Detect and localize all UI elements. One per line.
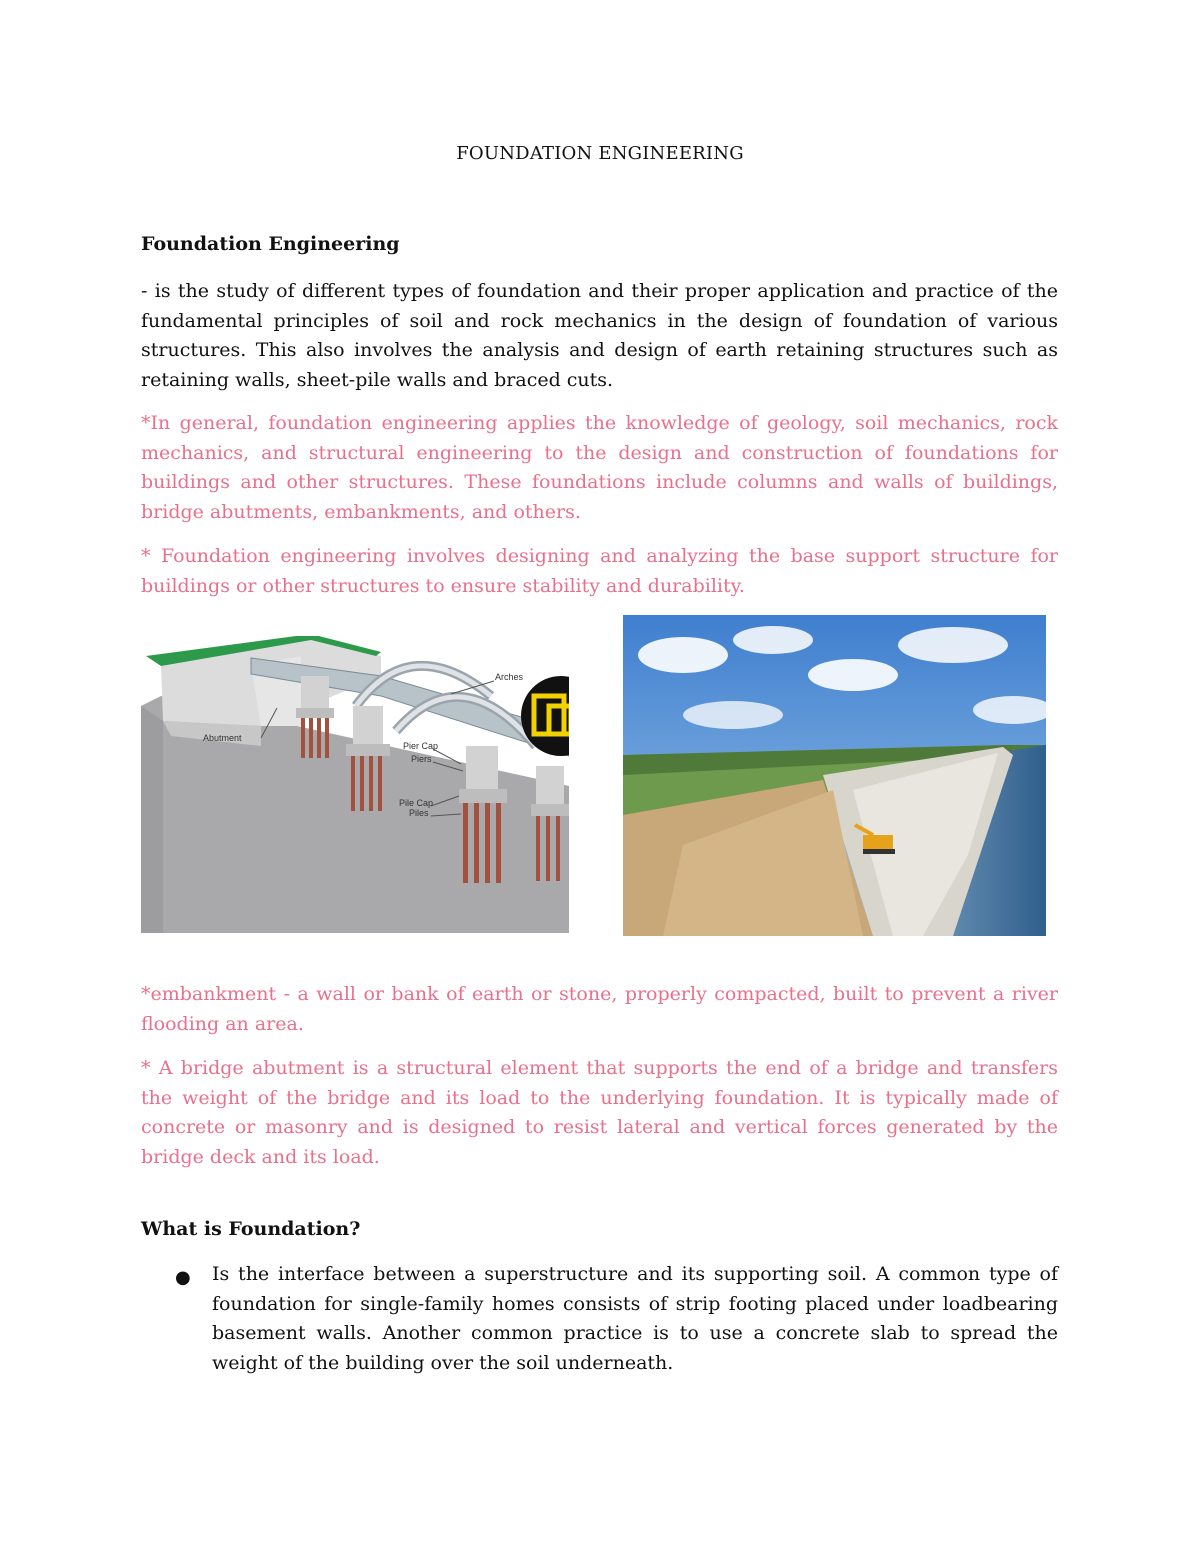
label-arches: Arches [495,672,524,682]
list-item [141,1260,1058,1378]
section-heading-foundation-engineering: Foundation Engineering [141,233,400,255]
list-item-text: Is the interface between a superstructure and its supporting soil. A common type of foundation for single-family homes consists of strip footing placed under loadbearing basement walls. Another common practice is to use a concrete slab to spread the weight of the building over the soil underneath. [212,1263,1058,1374]
bullet-icon: ● [175,1267,191,1288]
label-piles: Piles [409,808,429,818]
note-abutment-paragraph: * A bridge abutment is a structural element that supports the end of a bridge and transfers the weight of the bridge and its load to the underlying foundation. It is typically made of concrete or masonry and is designed to resist lateral and vertical forces generated by the bridge deck and its load. [141,1057,1058,1168]
bridge-diagram-figure [141,636,569,933]
note-embankment-paragraph: *embankment - a wall or bank of earth or stone, properly compacted, built to prevent a river flooding an area. [141,983,1058,1035]
bridge-diagram-illustration [141,636,569,933]
note-design-paragraph: * Foundation engineering involves designing and analyzing the base support structure for buildings or other structures to ensure stability and durability. [141,545,1058,597]
page-title: FOUNDATION ENGINEERING [456,143,744,164]
foundation-bullet-list [141,1260,1058,1378]
embankment-photo [623,615,1046,936]
label-pile-cap: Pile Cap [399,798,434,808]
label-abutment: Abutment [203,733,242,743]
embankment-photo-figure [623,615,1046,936]
note-general-paragraph: *In general, foundation engineering applies the knowledge of geology, soil mechanics, rock mechanics, and structural engineering to the design and construction of foundations for buildings and other structures. These foundations include columns and walls of buildings, bridge abutments, embankments, and others. [141,412,1058,523]
label-pier-cap: Pier Cap [403,741,439,751]
label-piers: Piers [411,754,432,764]
section-heading-what-is-foundation: What is Foundation? [141,1218,361,1240]
definition-paragraph: - is the study of different types of foundation and their proper application and practice of the fundamental principles of soil and rock mechanics in the design of foundation of various structures. This also involves the analysis and design of earth retaining structures such as retaining walls, sheet-pile walls and braced cuts. [141,280,1058,391]
